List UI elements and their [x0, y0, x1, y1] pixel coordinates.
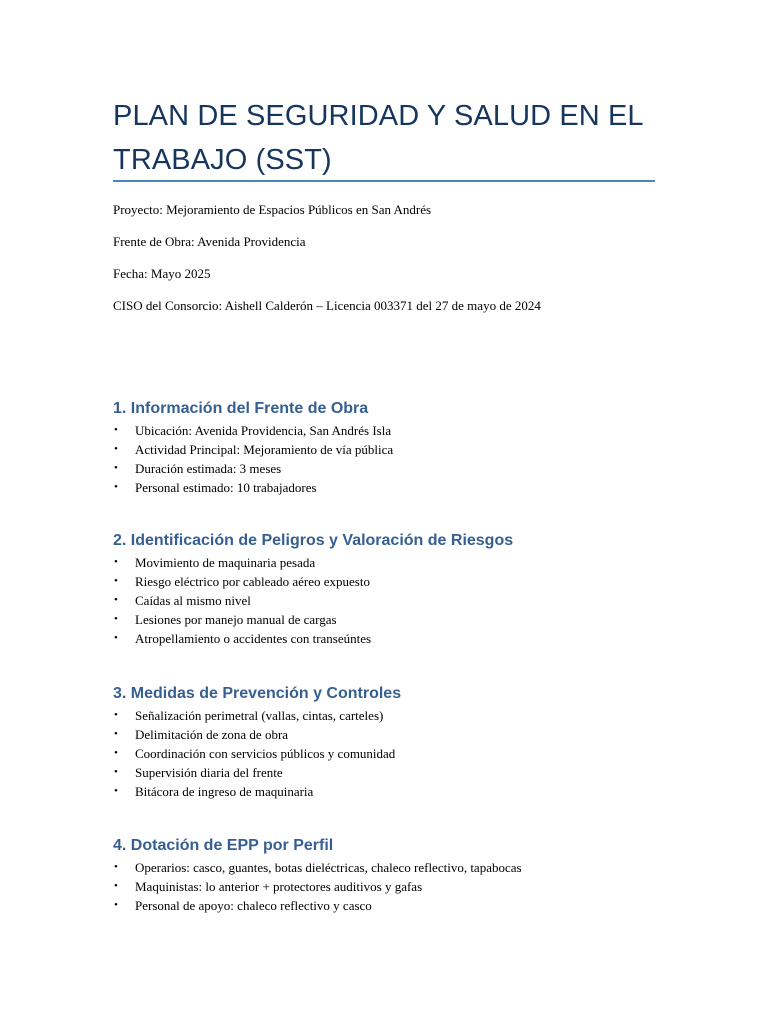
- bullet-icon: •: [114, 709, 118, 721]
- list-item: [113, 896, 693, 915]
- section-prevention-controls: [113, 684, 693, 801]
- list-item: [113, 572, 693, 591]
- list-item: [113, 725, 693, 744]
- list-item: [113, 877, 693, 896]
- bullet-list: [113, 706, 693, 801]
- list-item-text: Movimiento de maquinaria pesada: [135, 555, 316, 570]
- section-ppe-allocation: [113, 836, 693, 915]
- list-item-text: Actividad Principal: Mejoramiento de vía pública: [135, 442, 394, 457]
- list-item-text: Bitácora de ingreso de maquinaria: [135, 784, 314, 799]
- bullet-icon: •: [114, 462, 118, 474]
- list-item: [113, 478, 693, 497]
- list-item-text: Duración estimada: 3 meses: [135, 461, 282, 476]
- list-item-text: Maquinistas: lo anterior + protectores auditivos y gafas: [135, 879, 423, 894]
- section-heading: 4. Dotación de EPP por Perfil: [113, 837, 334, 854]
- list-item-text: Operarios: casco, guantes, botas dieléctricas, chaleco reflectivo, tapabocas: [135, 860, 522, 875]
- list-item-text: Coordinación con servicios públicos y comunidad: [135, 746, 396, 761]
- document-meta: [113, 201, 673, 329]
- meta-work-front: Frente de Obra: Avenida Providencia: [113, 234, 306, 249]
- bullet-list: [113, 858, 693, 915]
- bullet-icon: •: [114, 424, 118, 436]
- list-item: [113, 421, 693, 440]
- bullet-list: [113, 421, 693, 497]
- list-item: [113, 706, 693, 725]
- list-item: [113, 553, 693, 572]
- bullet-list: [113, 553, 693, 648]
- list-item: [113, 782, 693, 801]
- section-heading: 1. Información del Frente de Obra: [113, 400, 369, 417]
- list-item-text: Atropellamiento o accidentes con transeúntes: [135, 631, 372, 646]
- section-heading: 2. Identificación de Peligros y Valoración de Riesgos: [113, 532, 514, 549]
- bullet-icon: •: [114, 747, 118, 759]
- document-title: PLAN DE SEGURIDAD Y SALUD EN EL TRABAJO (SST): [113, 100, 643, 176]
- meta-project: Proyecto: Mejoramiento de Espacios Públicos en San Andrés: [113, 202, 432, 217]
- bullet-icon: •: [114, 575, 118, 587]
- list-item-text: Personal de apoyo: chaleco reflectivo y casco: [135, 898, 372, 913]
- title-underline: [113, 180, 655, 182]
- list-item-text: Lesiones por manejo manual de cargas: [135, 612, 337, 627]
- bullet-icon: •: [114, 880, 118, 892]
- list-item-text: Riesgo eléctrico por cableado aéreo expuesto: [135, 574, 370, 589]
- list-item-text: Delimitación de zona de obra: [135, 727, 289, 742]
- bullet-icon: •: [114, 594, 118, 606]
- list-item-text: Señalización perimetral (vallas, cintas, carteles): [135, 708, 384, 723]
- list-item: [113, 610, 693, 629]
- bullet-icon: •: [114, 861, 118, 873]
- list-item: [113, 858, 693, 877]
- section-heading: 3. Medidas de Prevención y Controles: [113, 685, 402, 702]
- bullet-icon: •: [114, 728, 118, 740]
- list-item: [113, 440, 693, 459]
- list-item: [113, 591, 693, 610]
- section-hazard-identification: [113, 531, 693, 648]
- meta-date: Fecha: Mayo 2025: [113, 266, 211, 281]
- list-item-text: Ubicación: Avenida Providencia, San Andrés Isla: [135, 423, 392, 438]
- list-item-text: Personal estimado: 10 trabajadores: [135, 480, 317, 495]
- meta-ciso: CISO del Consorcio: Aishell Calderón – Licencia 003371 del 27 de mayo de 2024: [113, 298, 541, 313]
- bullet-icon: •: [114, 613, 118, 625]
- bullet-icon: •: [114, 443, 118, 455]
- list-item: [113, 744, 693, 763]
- bullet-icon: •: [114, 785, 118, 797]
- list-item-text: Supervisión diaria del frente: [135, 765, 283, 780]
- bullet-icon: •: [114, 481, 118, 493]
- section-work-front-info: [113, 399, 693, 497]
- bullet-icon: •: [114, 899, 118, 911]
- bullet-icon: •: [114, 632, 118, 644]
- bullet-icon: •: [114, 766, 118, 778]
- list-item: [113, 763, 693, 782]
- list-item-text: Caídas al mismo nivel: [135, 593, 251, 608]
- list-item: [113, 459, 693, 478]
- list-item: [113, 629, 693, 648]
- bullet-icon: •: [114, 556, 118, 568]
